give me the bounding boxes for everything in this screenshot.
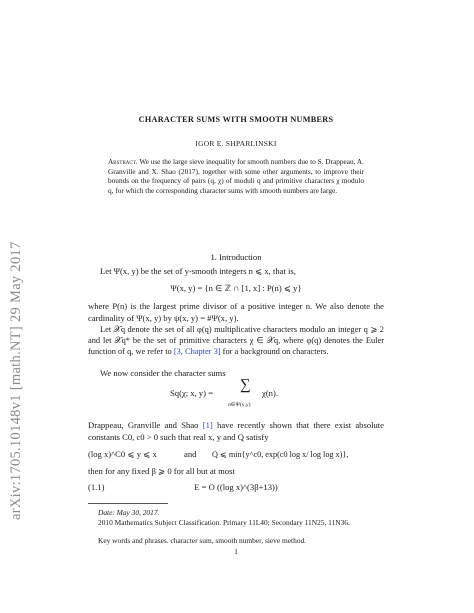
equation-main: E = O ((log x)^(3β+13)): [194, 482, 278, 492]
paragraph-6: then for any fixed β ⩾ 0 for all but at most: [88, 466, 235, 476]
author-name: IGOR E. SHPARLINSKI: [195, 139, 277, 148]
footnote-date: Date: May 30, 2017.: [98, 508, 160, 517]
paper-title: CHARACTER SUMS WITH SMOOTH NUMBERS: [138, 115, 334, 124]
paragraph-2: where P(n) is the largest prime divisor of a positive integer n. We also denote the cardinality of Ψ(x, y) by ψ(x, y) = #Ψ(x, y).: [88, 301, 384, 323]
page-number: 1: [234, 547, 238, 556]
citation-1[interactable]: [1]: [202, 420, 213, 430]
paragraph-5-text-b: have recently shown that there exist absolute constants C0, c0 > 0 such that real x, y and Q satisfy: [88, 420, 384, 442]
equation-psi: Ψ(x, y) = {n ∈ ℤ ∩ [1, x] : P(n) ⩽ y}: [170, 283, 302, 293]
footnote-rule: [88, 503, 168, 504]
section-heading: 1. Introduction: [210, 252, 262, 262]
sum-rhs: χ(n).: [262, 388, 278, 398]
paragraph-4: We now consider the character sums: [100, 368, 226, 378]
footnote-msc: 2010 Mathematics Subject Classification. Primary 11L40; Secondary 11N25, 11N36.: [98, 518, 350, 527]
equation-number: (1.1): [88, 482, 105, 492]
condition-right: Q ⩽ min{y^c0, exp(c0 log x/ log log x)},: [212, 450, 349, 459]
sum-lhs: Sq(χ; x, y) =: [170, 388, 214, 398]
citation-3[interactable]: [3, Chapter 3]: [173, 347, 221, 357]
paragraph-3: [88, 324, 384, 358]
paragraph-3-text-b: for a background on characters.: [220, 347, 329, 357]
sum-operator: ∑: [240, 377, 251, 393]
abstract-body: We use the large sieve inequality for smooth numbers due to S. Drappeau, A. Granville and X. Shao (2017), together with some other arguments, to improve their bounds on the frequency of pairs (q, χ) of moduli q and primitive characters χ modulo q, for which the corresponding character sums with smooth numbers are large.: [108, 157, 364, 195]
paragraph-5: [88, 420, 384, 443]
paragraph-1: Let Ψ(x, y) be the set of y-smooth integers n ⩽ x, that is,: [100, 266, 296, 276]
paragraph-3-text-a: Let 𝒳q denote the set of all φ(q) multiplicative characters modulo an integer q ⩾ 2 and let 𝒳q* be the set of primitive characters χ ∈ 𝒳q, where φ(q) denotes the Euler function of q, we refer to: [88, 325, 384, 357]
sum-index: n∈Ψ(x,y): [228, 402, 251, 408]
abstract: [108, 157, 364, 195]
abstract-heading: Abstract.: [108, 157, 138, 166]
condition-and: and: [184, 449, 197, 459]
paragraph-5-text-a: Drappeau, Granville and Shao: [88, 420, 203, 430]
character-sum-equation: [88, 377, 384, 414]
condition-left: (log x)^C0 ⩽ y ⩽ x: [88, 449, 157, 459]
footnote-keywords: Key words and phrases. character sum, smooth number, sieve method.: [98, 536, 307, 545]
arxiv-stamp: arXiv:1705.10148v1 [math.NT] 29 May 2017: [8, 241, 24, 520]
